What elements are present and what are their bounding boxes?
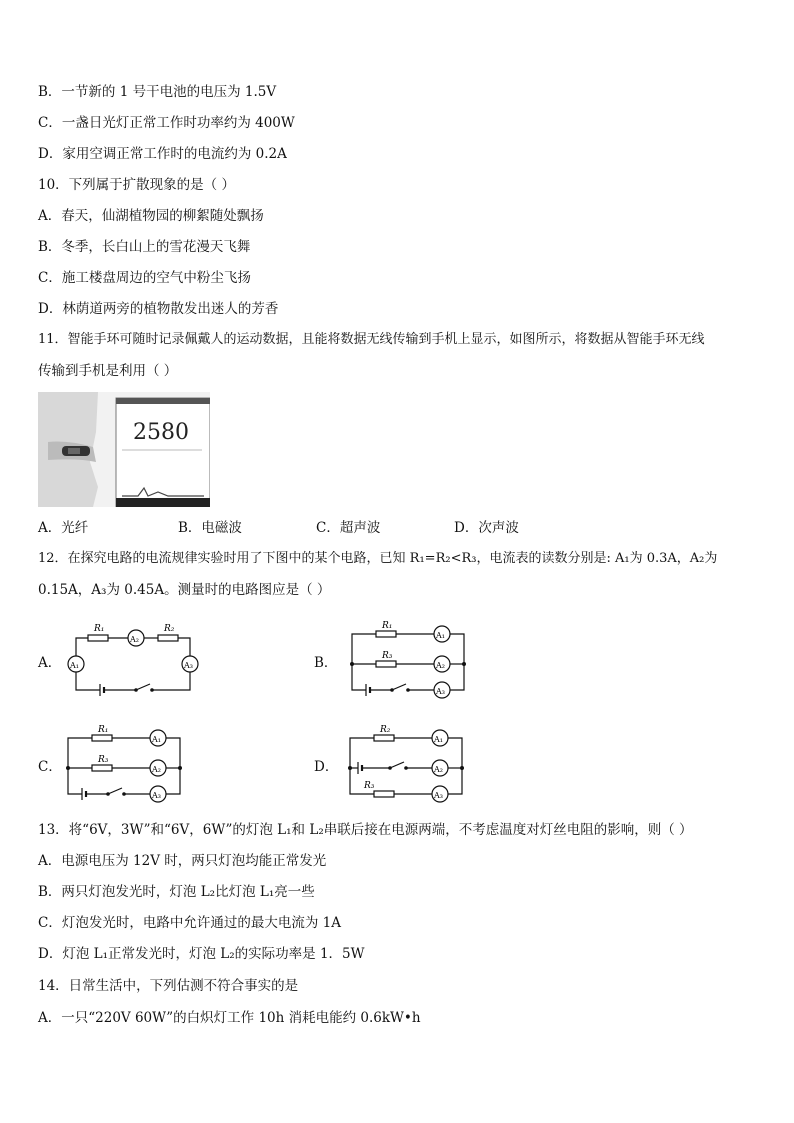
q10-option-a: A．春天，仙湖植物园的柳絮随处飘扬 bbox=[38, 208, 264, 224]
q10-option-c: C．施工楼盘周边的空气中粉尘飞扬 bbox=[38, 270, 251, 286]
q10-option-d: D．林荫道两旁的植物散发出迷人的芳香 bbox=[38, 301, 279, 317]
circuit-d-r2-label: R₂ bbox=[380, 725, 391, 735]
q13-stem: 13．将“6V，3W”和“6V，6W”的灯泡 L₁和 L₂串联后接在电源两端，不考虑温度对灯丝电阻的影响，则（ ） bbox=[38, 822, 693, 838]
q10-stem: 10．下列属于扩散现象的是（ ） bbox=[38, 177, 235, 193]
q10-option-b: B．冬季，长白山上的雪花漫天飞舞 bbox=[38, 239, 251, 255]
q13-option-b: B．两只灯泡发光时，灯泡 L₂比灯泡 L₁亮一些 bbox=[38, 884, 315, 900]
circuit-a-r2-label: R₂ bbox=[164, 624, 175, 634]
q14-stem: 14．日常生活中，下列估测不符合事实的是 bbox=[38, 978, 299, 994]
circuit-c-label: C． bbox=[38, 759, 62, 775]
circuit-a-a3-label: A₃ bbox=[184, 661, 193, 670]
circuit-c-a3-label: A₃ bbox=[152, 791, 161, 800]
q9-option-b: B．一节新的 1 号干电池的电压为 1.5V bbox=[38, 84, 277, 100]
q11-option-c: C．超声波 bbox=[316, 520, 381, 536]
q9-option-d: D．家用空调正常工作时的电流约为 0.2A bbox=[38, 146, 287, 162]
circuit-c-diagram bbox=[62, 720, 188, 804]
circuit-b-r1-label: R₁ bbox=[382, 621, 393, 631]
circuit-d-a3-label: A₃ bbox=[434, 791, 443, 800]
circuit-d-diagram bbox=[344, 720, 470, 804]
q13-option-c: C．灯泡发光时，电路中允许通过的最大电流为 1A bbox=[38, 915, 341, 931]
circuit-b-diagram bbox=[346, 616, 472, 700]
q13-option-d: D．灯泡 L₁正常发光时，灯泡 L₂的实际功率是 1．5W bbox=[38, 946, 365, 962]
circuit-a-a2-label: A₂ bbox=[130, 635, 139, 644]
smart-band-photo bbox=[38, 392, 210, 507]
circuit-a-a1-label: A₁ bbox=[70, 661, 79, 670]
circuit-d-r3-label: R₃ bbox=[364, 781, 375, 791]
phone-step-count: 2580 bbox=[133, 420, 189, 445]
circuit-b-label: B． bbox=[314, 655, 338, 671]
q11-stem-line1: 11．智能手环可随时记录佩戴人的运动数据，且能将数据无线传输到手机上显示，如图所示，将数据从智能手环无线 bbox=[38, 332, 705, 347]
circuit-a-r1-label: R₁ bbox=[94, 624, 105, 634]
q11-stem-line2: 传输到手机是利用（ ） bbox=[38, 363, 178, 379]
q11-option-a: A．光纤 bbox=[38, 520, 89, 536]
circuit-a-label: A． bbox=[38, 655, 62, 671]
circuit-b-a1-label: A₁ bbox=[436, 631, 445, 640]
circuit-b-r3-label: R₃ bbox=[382, 651, 393, 661]
circuit-c-r3-label: R₃ bbox=[98, 755, 109, 765]
q9-option-c: C．一盏日光灯正常工作时功率约为 400W bbox=[38, 115, 295, 131]
q12-stem-line2: 0.15A，A₃为 0.45A。测量时的电路图应是（ ） bbox=[38, 582, 331, 598]
circuit-c-a2-label: A₂ bbox=[152, 765, 161, 774]
circuit-d-a2-label: A₂ bbox=[434, 765, 443, 774]
circuit-c-a1-label: A₁ bbox=[152, 735, 161, 744]
circuit-a-diagram bbox=[64, 616, 204, 698]
circuit-d-label: D． bbox=[314, 759, 339, 775]
q11-option-b: B．电磁波 bbox=[178, 520, 242, 536]
q13-option-a: A．电源电压为 12V 时，两只灯泡均能正常发光 bbox=[38, 853, 327, 869]
q12-stem-line1: 12．在探究电路的电流规律实验时用了下图中的某个电路，已知 R₁=R₂<R₃，电流表的读数分别是: A₁为 0.3A，A₂为 bbox=[38, 551, 718, 566]
circuit-d-a1-label: A₁ bbox=[434, 735, 443, 744]
q14-option-a: A．一只“220V 60W”的白炽灯工作 10h 消耗电能约 0.6kW•h bbox=[38, 1010, 421, 1026]
circuit-b-a2-label: A₂ bbox=[436, 661, 445, 670]
circuit-b-a3-label: A₃ bbox=[436, 687, 445, 696]
circuit-c-r1-label: R₁ bbox=[98, 725, 109, 735]
q11-option-d: D．次声波 bbox=[454, 520, 519, 536]
